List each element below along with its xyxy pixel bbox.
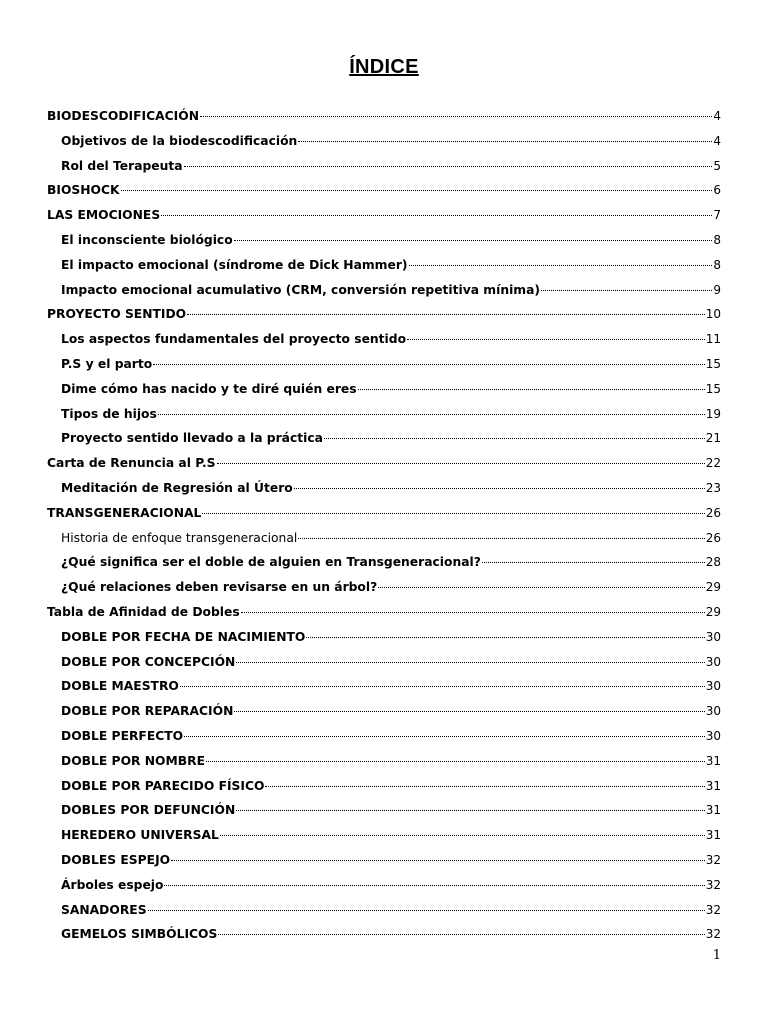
toc-entry[interactable] [47,304,721,324]
toc-entry-page: 21 [705,431,721,446]
toc-leader-dots [236,657,704,663]
toc-entry-page: 28 [705,555,721,570]
toc-entry-title: Proyecto sentido llevado a la práctica [61,431,323,446]
toc-entry-title: DOBLE POR PARECIDO FÍSICO [61,778,265,793]
toc-entry-title: Impacto emocional acumulativo (CRM, conversión repetitiva mínima) [61,282,541,297]
toc-leader-dots [294,483,705,489]
toc-entry[interactable] [61,379,721,399]
toc-entry-page: 32 [705,877,721,892]
toc-entry-page: 31 [705,778,721,793]
toc-entry-page: 32 [705,902,721,917]
page-title: ÍNDICE [349,56,419,78]
toc-leader-dots [265,781,704,787]
toc-entry[interactable] [61,552,721,572]
toc-entry-title: Tabla de Afinidad de Dobles [47,605,240,619]
toc-entry[interactable] [61,329,721,349]
toc-entry-page: 29 [705,580,721,595]
toc-entry[interactable] [61,652,721,672]
toc-entry-title: TRANSGENERACIONAL [47,505,202,520]
toc-leader-dots [241,607,705,613]
toc-entry-title: LAS EMOCIONES [47,208,161,223]
toc-entry-page: 30 [705,654,721,669]
toc-entry-page: 31 [705,803,721,818]
toc-leader-dots [218,929,704,935]
toc-entry[interactable] [61,280,721,300]
toc-entry[interactable] [61,156,721,176]
toc-leader-dots [541,285,712,291]
toc-leader-dots [164,880,704,886]
toc-leader-dots [184,731,705,737]
toc-entry[interactable] [61,900,721,920]
toc-entry-page: 30 [705,679,721,694]
toc-leader-dots [358,384,705,390]
toc-entry[interactable] [61,404,721,424]
toc-entry-page: 4 [713,109,721,123]
toc-leader-dots [171,855,705,861]
toc-entry-title: DOBLE MAESTRO [61,679,179,694]
toc-entry[interactable] [61,478,721,498]
toc-entry-title: HEREDERO UNIVERSAL [61,828,219,843]
toc-entry-title: GEMELOS SIMBÓLICOS [61,927,218,942]
page-number: 1 [712,948,721,963]
toc-entry-title: Árboles espejo [61,877,164,892]
toc-entry[interactable] [61,577,721,597]
toc-entry[interactable] [61,875,721,895]
toc-entry-title: Los aspectos fundamentales del proyecto sentido [61,332,407,347]
toc-entry-title: DOBLE POR CONCEPCIÓN [61,654,236,669]
toc-leader-dots [121,185,713,191]
toc-entry-page: 31 [705,828,721,843]
toc-entry[interactable] [61,255,721,275]
toc-entry-title: Rol del Terapeuta [61,158,183,173]
toc-leader-dots [378,582,704,588]
toc-entry-page: 31 [705,753,721,768]
toc-entry-page: 6 [713,183,721,198]
toc-entry-title: BIOSHOCK [47,183,120,198]
toc-entry-page: 10 [705,307,721,322]
toc-entry-page: 11 [705,332,721,347]
toc-leader-dots [220,830,705,836]
toc-entry[interactable] [47,205,721,225]
toc-leader-dots [298,136,712,142]
toc-entry-title: DOBLE POR NOMBRE [61,753,205,768]
toc-entry-page: 32 [705,927,721,942]
toc-leader-dots [148,905,705,911]
toc-entry[interactable] [47,453,721,473]
toc-entry[interactable] [61,627,721,647]
toc-entry-title: ¿Qué relaciones deben revisarse en un árbol? [61,580,378,595]
toc-entry-page: 32 [705,853,721,867]
toc-entry-title: DOBLE PERFECTO [61,729,184,743]
toc-entry-title: DOBLES ESPEJO [61,853,171,867]
toc-leader-dots [324,433,705,439]
toc-entry-page: 15 [705,381,721,396]
toc-entry-title: Objetivos de la biodescodificación [61,133,298,148]
toc-entry-page: 7 [713,208,721,223]
toc-entry-page: 30 [705,629,721,644]
toc-leader-dots [161,210,712,216]
toc-entry[interactable] [61,751,721,771]
toc-leader-dots [298,533,704,539]
toc-leader-dots [407,334,705,340]
toc-entry-page: 15 [705,357,721,371]
toc-entry-title: DOBLE POR FECHA DE NACIMIENTO [61,629,306,644]
toc-entry[interactable] [61,825,721,845]
toc-entry[interactable] [61,428,721,448]
toc-entry[interactable] [61,726,721,746]
toc-entry-title: ¿Qué significa ser el doble de alguien en Transgeneracional? [61,555,481,570]
toc-leader-dots [153,359,705,365]
toc-entry[interactable] [61,230,721,250]
toc-entry[interactable] [61,850,721,870]
toc-leader-dots [187,309,705,315]
toc-entry-title: P.S y el parto [61,357,153,371]
toc-leader-dots [217,458,705,464]
toc-entry-title: Meditación de Regresión al Útero [61,481,293,495]
toc-entry-title: BIODESCODIFICACIÓN [47,109,199,123]
toc-entry-page: 26 [705,530,721,545]
toc-entry[interactable] [47,602,721,622]
toc-entry-title: El impacto emocional (síndrome de Dick Hammer) [61,257,408,272]
toc-entry[interactable] [47,106,721,126]
toc-entry-page: 23 [705,481,721,495]
toc-entry-page: 30 [705,729,721,743]
toc-leader-dots [200,111,712,117]
toc-entry-page: 4 [713,133,721,148]
toc-entry-title: Dime cómo has nacido y te diré quién eres [61,381,357,396]
toc-leader-dots [180,681,705,687]
toc-entry-title: Carta de Renuncia al P.S [47,456,216,471]
toc-leader-dots [206,756,705,762]
toc-entry[interactable] [47,180,721,200]
toc-entry-title: DOBLES POR DEFUNCIÓN [61,803,236,818]
toc-leader-dots [158,409,705,415]
toc-leader-dots [409,260,713,266]
toc-entry[interactable] [61,800,721,820]
toc-entry-page: 19 [705,406,721,421]
toc-entry[interactable] [61,354,721,374]
toc-entry-page: 22 [705,456,721,471]
toc-leader-dots [482,557,705,563]
toc-entry-page: 8 [713,257,721,272]
toc-entry-title: PROYECTO SENTIDO [47,307,187,322]
toc-entry-page: 5 [713,158,721,173]
toc-entry-title: El inconsciente biológico [61,233,233,247]
toc-entry[interactable] [61,676,721,696]
toc-leader-dots [234,706,704,712]
toc-entry-page: 8 [713,233,721,247]
toc-entry-page: 26 [705,505,721,520]
toc-leader-dots [236,805,704,811]
toc-entry[interactable] [47,503,721,523]
toc-entry[interactable] [61,528,721,548]
toc-entry[interactable] [61,776,721,796]
toc-entry-title: Tipos de hijos [61,406,157,421]
toc-entry-page: 29 [705,605,721,619]
toc-leader-dots [184,161,713,167]
toc-entry-title: SANADORES [61,902,147,917]
toc-leader-dots [234,235,713,241]
toc-entry-page: 30 [705,704,721,719]
toc-leader-dots [306,632,704,638]
toc-leader-dots [202,508,704,514]
toc-entry-title: DOBLE POR REPARACIÓN [61,704,234,719]
toc-entry[interactable] [61,924,721,944]
toc-entry-title: Historia de enfoque transgeneracional [61,530,298,545]
toc-entry[interactable] [61,131,721,151]
toc-entry-page: 9 [713,282,721,297]
toc-entry[interactable] [61,701,721,721]
